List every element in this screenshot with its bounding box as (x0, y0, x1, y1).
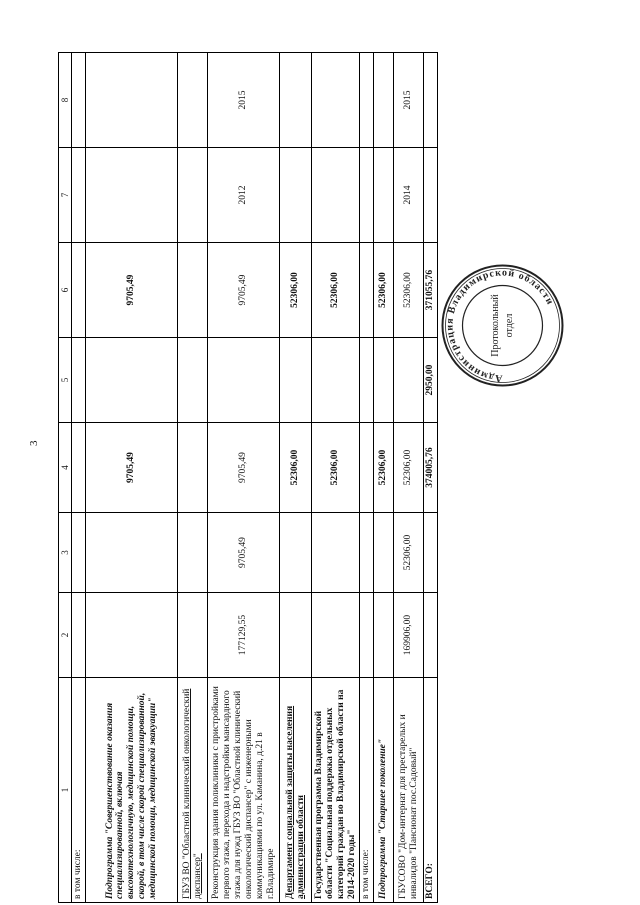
header-cell: 1 (59, 678, 72, 903)
table-cell (280, 593, 312, 678)
table-cell: 9705,49 (208, 423, 280, 513)
table-row (374, 53, 394, 903)
table-cell: 374005,76 (424, 423, 438, 513)
table-cell (374, 53, 394, 148)
table-row (86, 53, 178, 903)
table-cell (374, 148, 394, 243)
header-cell: 3 (59, 513, 72, 593)
table-cell: 2012 (208, 148, 280, 243)
table-row (178, 53, 208, 903)
row-label: Подпрограмма "Старшее поколение" (374, 678, 394, 903)
table-cell (72, 338, 86, 423)
table-cell (178, 148, 208, 243)
table-cell (374, 338, 394, 423)
table-cell (208, 338, 280, 423)
table-cell: 52306,00 (280, 423, 312, 513)
data-table (58, 52, 438, 903)
table-row (208, 53, 280, 903)
stamp-inner-line1: Протокольный (490, 294, 501, 357)
table-cell: 2015 (208, 53, 280, 148)
header-cell: 2 (59, 593, 72, 678)
table-cell (360, 423, 374, 513)
table-cell (424, 513, 438, 593)
table-cell (360, 338, 374, 423)
row-label: Государственная программа Владимирской области "Социальная поддержка отдельных категорий граждан во Владимирской области на 2014-2020 годы" (312, 678, 360, 903)
table-cell (280, 148, 312, 243)
table-cell (178, 338, 208, 423)
table-cell: 52306,00 (374, 243, 394, 338)
row-label: Подпрограмма "Совершенствование оказания специализированной, включая высокотехнологичную, медицинской помощи, скорой, в том числе скорой специализированной, медицинской помощи, медицинской эвакуации" (86, 678, 178, 903)
row-label: ВСЕГО: (424, 678, 438, 903)
table-cell (72, 423, 86, 513)
table-cell (72, 513, 86, 593)
table-cell: 2950,00 (424, 338, 438, 423)
table-cell (374, 513, 394, 593)
table-cell (86, 513, 178, 593)
table-cell: 52306,00 (394, 243, 424, 338)
table-cell (312, 148, 360, 243)
table-cell (312, 338, 360, 423)
table-cell (72, 148, 86, 243)
table-cell (280, 513, 312, 593)
row-label: в том числе: (72, 678, 86, 903)
header-cell: 6 (59, 243, 72, 338)
table-cell: 9705,49 (86, 423, 178, 513)
table-cell (394, 338, 424, 423)
table-cell: 52306,00 (394, 423, 424, 513)
table-cell (360, 53, 374, 148)
table-row (360, 53, 374, 903)
table-cell: 52306,00 (280, 243, 312, 338)
table-cell: 2014 (394, 148, 424, 243)
page-number: 3 (28, 440, 40, 446)
table-cell (178, 423, 208, 513)
table-cell (280, 53, 312, 148)
row-label: Департамент социальной защиты населения администрации области (280, 678, 312, 903)
table-row (72, 53, 86, 903)
table-cell: 9705,49 (86, 243, 178, 338)
table-cell (86, 593, 178, 678)
table-cell (360, 148, 374, 243)
table-cell: 52306,00 (394, 513, 424, 593)
table-cell: 2015 (394, 53, 424, 148)
table-cell (86, 338, 178, 423)
table-cell (178, 53, 208, 148)
table-cell (424, 148, 438, 243)
row-label: Реконструкция здания поликлиники с пристройками первого этажа, перехода и надстройки мансардного этажа для нужд ГБУЗ ВО "Областной клинический онкологический диспансер" с инженерными коммуникациями по ул. Каманина, д.21 в г.Владимире (208, 678, 280, 903)
table-cell (178, 593, 208, 678)
table-cell (178, 243, 208, 338)
table-cell (312, 593, 360, 678)
header-cell: 4 (59, 423, 72, 513)
official-stamp (440, 263, 565, 388)
table-cell (280, 338, 312, 423)
table-cell (360, 243, 374, 338)
table-cell (86, 148, 178, 243)
header-cell: 5 (59, 338, 72, 423)
table-cell (424, 53, 438, 148)
table-cell (86, 53, 178, 148)
table-cell (360, 513, 374, 593)
table-cell: 52306,00 (312, 243, 360, 338)
table-cell: 371055,76 (424, 243, 438, 338)
table-cell: 169906,00 (394, 593, 424, 678)
table-cell (72, 593, 86, 678)
table-row (394, 53, 424, 903)
row-label: в том числе: (360, 678, 374, 903)
table-cell (312, 53, 360, 148)
table-cell: 9705,49 (208, 513, 280, 593)
table-cell (424, 593, 438, 678)
table-cell: 52306,00 (312, 423, 360, 513)
header-cell: 8 (59, 53, 72, 148)
table-row (280, 53, 312, 903)
row-label: ГБУЗ ВО "Областной клинический онкологический диспансер" (178, 678, 208, 903)
table-cell (360, 593, 374, 678)
table-row (312, 53, 360, 903)
table-cell: 9705,49 (208, 243, 280, 338)
table-cell (72, 53, 86, 148)
table-cell: 52306,00 (374, 423, 394, 513)
header-row (59, 53, 72, 903)
table-cell (312, 513, 360, 593)
table-row (424, 53, 438, 903)
table-cell (72, 243, 86, 338)
stamp-outer-text: Администрация Владимирской области (444, 267, 556, 384)
header-cell: 7 (59, 148, 72, 243)
stamp-inner-line2: отдел (504, 313, 515, 338)
table-cell: 177129,55 (208, 593, 280, 678)
table-cell (178, 513, 208, 593)
rotated-table-wrapper (58, 53, 436, 903)
row-label: ГБУСОВО "Дом-интернат для престарелых и инвалидов "Пансионат пос.Садовый" (394, 678, 424, 903)
table-cell (374, 593, 394, 678)
